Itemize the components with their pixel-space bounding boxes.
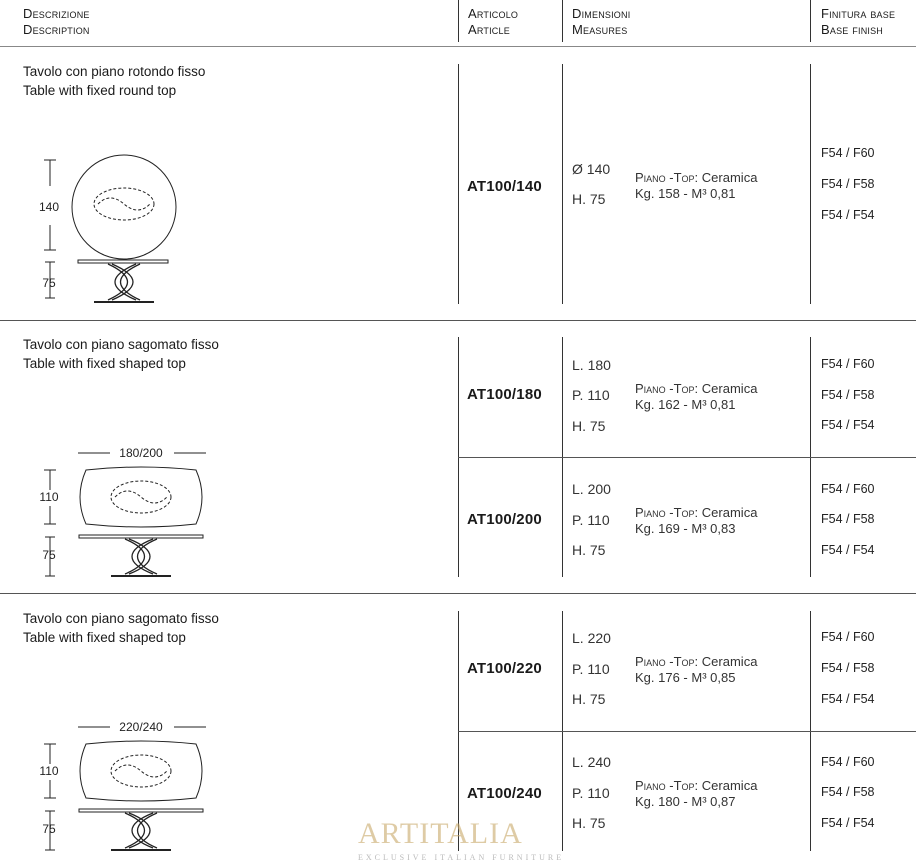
section-description: Tavolo con piano rotondo fisso Table with fixed round top bbox=[23, 64, 206, 98]
divider bbox=[810, 64, 811, 304]
round-table-drawing bbox=[30, 150, 210, 310]
measure-value: Ø 140 bbox=[572, 161, 611, 177]
finish-code: F54 / F58 bbox=[821, 177, 875, 191]
dim-label-height: 75 bbox=[42, 822, 56, 836]
divider bbox=[458, 0, 459, 42]
header-measures: Dimensioni Measures bbox=[572, 6, 631, 37]
measure-value: P. 110 bbox=[572, 661, 610, 677]
divider bbox=[458, 64, 459, 304]
measure-value: P. 110 bbox=[572, 512, 610, 528]
article-code: AT100/140 bbox=[467, 178, 542, 195]
dim-label-depth: 110 bbox=[39, 490, 59, 504]
watermark-logo: ARTITALIA bbox=[358, 817, 523, 850]
material-info: Piano -Top: Ceramica Kg. 169 - M³ 0,83 bbox=[635, 505, 758, 536]
shaped-table-drawing bbox=[30, 440, 220, 580]
finish-code: F54 / F58 bbox=[821, 785, 875, 799]
finish-code: F54 / F58 bbox=[821, 388, 875, 402]
section-description: Tavolo con piano sagomato fisso Table with fixed shaped top bbox=[23, 611, 219, 645]
finish-code: F54 / F54 bbox=[821, 816, 875, 830]
dim-label-height: 75 bbox=[42, 276, 56, 290]
divider bbox=[562, 0, 563, 42]
measure-value: P. 110 bbox=[572, 785, 610, 801]
divider bbox=[458, 457, 916, 458]
measure-value: L. 240 bbox=[572, 754, 611, 770]
dim-label-length: 220/240 bbox=[119, 720, 163, 734]
finish-code: F54 / F58 bbox=[821, 512, 875, 526]
article-code: AT100/220 bbox=[467, 660, 542, 677]
divider bbox=[458, 731, 916, 732]
measure-value: H. 75 bbox=[572, 815, 606, 831]
measure-value: H. 75 bbox=[572, 418, 606, 434]
finish-code: F54 / F60 bbox=[821, 482, 875, 496]
measure-value: H. 75 bbox=[572, 191, 606, 207]
measure-value: H. 75 bbox=[572, 691, 606, 707]
material-info: Piano -Top: Ceramica Kg. 162 - M³ 0,81 bbox=[635, 381, 758, 412]
divider bbox=[810, 0, 811, 42]
watermark-tagline: EXCLUSIVE ITALIAN FURNITURE bbox=[358, 853, 565, 862]
header-description: Descrizione Description bbox=[23, 6, 90, 37]
finish-code: F54 / F60 bbox=[821, 755, 875, 769]
measure-value: H. 75 bbox=[572, 542, 606, 558]
dim-label-depth: 110 bbox=[39, 764, 59, 778]
article-code: AT100/180 bbox=[467, 386, 542, 403]
divider bbox=[0, 320, 916, 321]
divider bbox=[0, 46, 916, 47]
material-info: Piano -Top: Ceramica Kg. 176 - M³ 0,85 bbox=[635, 654, 758, 685]
material-info: Piano -Top: Ceramica Kg. 158 - M³ 0,81 bbox=[635, 170, 758, 201]
finish-code: F54 / F60 bbox=[821, 357, 875, 371]
dim-label-length: 180/200 bbox=[119, 446, 163, 460]
measure-value: L. 200 bbox=[572, 481, 611, 497]
measure-value: P. 110 bbox=[572, 387, 610, 403]
finish-code: F54 / F54 bbox=[821, 208, 875, 222]
finish-code: F54 / F60 bbox=[821, 630, 875, 644]
shaped-table-drawing bbox=[30, 714, 220, 854]
section-description: Tavolo con piano sagomato fisso Table with fixed shaped top bbox=[23, 337, 219, 371]
header-base-finish: Finitura base Base finish bbox=[821, 6, 896, 37]
header-article: Articolo Article bbox=[468, 6, 519, 37]
measure-value: L. 180 bbox=[572, 357, 611, 373]
finish-code: F54 / F54 bbox=[821, 543, 875, 557]
measure-value: L. 220 bbox=[572, 630, 611, 646]
dim-label-height: 75 bbox=[42, 548, 56, 562]
article-code: AT100/200 bbox=[467, 511, 542, 528]
dim-label-diameter: 140 bbox=[38, 200, 60, 214]
material-info: Piano -Top: Ceramica Kg. 180 - M³ 0,87 bbox=[635, 778, 758, 809]
finish-code: F54 / F54 bbox=[821, 418, 875, 432]
divider bbox=[0, 593, 916, 594]
article-code: AT100/240 bbox=[467, 785, 542, 802]
divider bbox=[562, 64, 563, 304]
finish-code: F54 / F54 bbox=[821, 692, 875, 706]
finish-code: F54 / F58 bbox=[821, 661, 875, 675]
finish-code: F54 / F60 bbox=[821, 146, 875, 160]
